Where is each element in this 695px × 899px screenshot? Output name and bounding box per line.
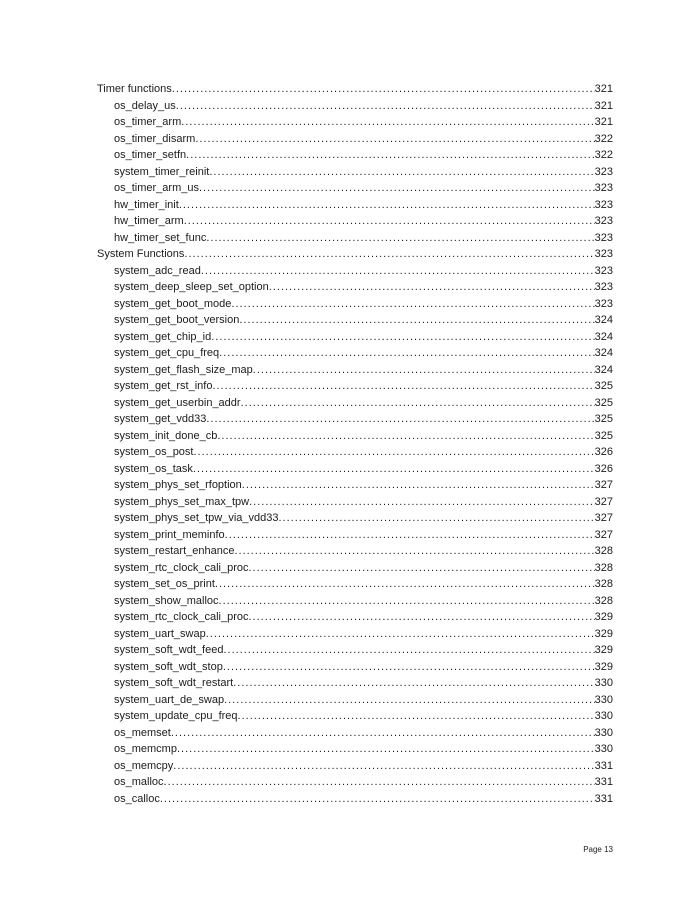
toc-entry[interactable] [97,411,613,428]
toc-leader-dots [238,708,595,725]
toc-leader-dots [219,345,594,362]
toc-entry-page: 330 [594,710,613,722]
toc-entry-label: system_soft_wdt_restart [114,677,234,689]
toc-entry-page: 324 [594,330,613,343]
toc-entry-page: 330 [594,743,613,755]
toc-entry-label: os_delay_us [114,99,176,112]
toc-entry-page: 325 [594,396,613,409]
toc-entry[interactable] [97,477,613,494]
toc-entry[interactable] [97,296,613,313]
toc-leader-dots [242,477,595,494]
toc-entry[interactable] [97,246,613,263]
toc-entry-label: system_get_rst_info [114,380,213,392]
toc-entry[interactable] [97,659,613,676]
toc-leader-dots [278,510,594,527]
toc-entry[interactable] [97,725,613,742]
toc-entry-page: 321 [594,83,613,95]
toc-entry[interactable] [97,114,613,131]
toc-entry-page: 321 [594,116,613,128]
toc-leader-dots [160,791,595,808]
toc-entry[interactable] [97,527,613,544]
toc-entry-label: system_rtc_clock_cali_proc [114,611,249,623]
toc-leader-dots [206,411,594,428]
toc-entry-label: system_update_cpu_freq [114,710,238,722]
toc-entry[interactable] [97,345,613,362]
toc-entry-label: system_deep_sleep_set_option [114,281,269,293]
toc-entry[interactable] [97,708,613,725]
toc-entry-page: 325 [594,429,613,442]
toc-entry[interactable] [97,98,613,115]
toc-entry-label: os_timer_disarm [114,132,196,145]
toc-entry-page: 329 [594,627,613,640]
toc-leader-dots [201,263,595,280]
toc-entry[interactable] [97,164,613,181]
toc-entry-label: system_phys_set_max_tpw [114,495,250,508]
toc-entry-label: os_calloc [114,792,160,805]
toc-entry[interactable] [97,758,613,775]
toc-leader-dots [241,395,595,412]
toc-entry-page: 323 [594,264,613,277]
toc-entry-label: system_uart_swap [114,627,206,640]
toc-entry-label: hw_timer_arm [114,215,184,227]
toc-entry[interactable] [97,642,613,659]
toc-leader-dots [269,279,595,296]
toc-entry[interactable] [97,378,613,395]
toc-entry-label: system_get_vdd33 [114,413,207,425]
toc-entry-label: system_init_done_cb [114,429,218,442]
toc-entry-label: system_get_userbin_addr [114,396,241,409]
toc-entry[interactable] [97,197,613,214]
toc-entry-page: 321 [594,99,613,112]
toc-entry[interactable] [97,147,613,164]
toc-entry[interactable] [97,494,613,511]
toc-entry-page: 329 [594,644,613,656]
toc-entry[interactable] [97,230,613,247]
toc-entry-label: system_get_flash_size_map [114,363,253,376]
toc-entry[interactable] [97,741,613,758]
toc-entry[interactable] [97,576,613,593]
toc-entry-page: 325 [594,413,613,425]
toc-entry-label: system_get_boot_version [114,314,240,326]
toc-leader-dots [184,246,594,263]
toc-entry-page: 323 [594,231,613,244]
table-of-contents [97,81,613,807]
toc-entry-label: system_uart_de_swap [114,693,225,706]
toc-entry-page: 326 [594,462,613,475]
toc-entry-label: system_show_malloc [114,594,219,607]
toc-entry[interactable] [97,81,613,98]
toc-entry[interactable] [97,774,613,791]
toc-entry-label: Timer functions [97,83,172,95]
toc-entry-label: system_set_os_print [114,578,215,590]
toc-entry-page: 323 [594,297,613,310]
toc-entry-label: os_memcmp [114,743,177,755]
toc-entry-page: 323 [594,215,613,227]
toc-entry-page: 324 [594,314,613,326]
toc-entry-page: 325 [594,380,613,392]
toc-leader-dots [211,329,594,346]
toc-entry-label: system_get_cpu_freq [114,347,220,359]
toc-entry[interactable] [97,395,613,412]
toc-entry-page: 329 [594,660,613,673]
toc-entry-page: 322 [594,132,613,145]
toc-entry-page: 330 [594,677,613,689]
toc-entry-page: 331 [594,792,613,805]
toc-leader-dots [206,230,594,247]
toc-entry-page: 327 [594,495,613,508]
toc-entry-label: os_memset [114,726,171,739]
toc-entry-label: system_adc_read [114,264,201,277]
toc-entry-label: system_print_meminfo [114,528,225,541]
toc-entry[interactable] [97,626,613,643]
toc-entry-page: 330 [594,726,613,739]
toc-leader-dots [209,164,594,181]
toc-entry[interactable] [97,312,613,329]
toc-entry-label: System Functions [97,248,185,260]
toc-entry-page: 323 [594,165,613,178]
toc-entry[interactable] [97,791,613,808]
toc-entry[interactable] [97,675,613,692]
toc-entry[interactable] [97,593,613,610]
toc-entry-label: hw_timer_init [114,198,179,211]
toc-entry-page: 322 [594,149,613,161]
toc-entry-label: system_get_chip_id [114,330,212,343]
toc-entry-page: 327 [594,512,613,524]
toc-leader-dots [223,659,595,676]
toc-entry-page: 328 [594,561,613,574]
toc-entry[interactable] [97,543,613,560]
toc-entry-label: system_timer_reinit [114,165,210,178]
toc-entry-label: system_os_post [114,446,194,458]
toc-entry-page: 331 [594,759,613,772]
toc-entry[interactable] [97,131,613,148]
toc-entry-page: 323 [594,248,613,260]
toc-entry-page: 326 [594,446,613,458]
toc-leader-dots [193,461,595,478]
toc-leader-dots [212,378,594,395]
toc-entry-label: system_phys_set_rfoption [114,479,242,491]
toc-entry-page: 324 [594,347,613,359]
toc-leader-dots [249,609,595,626]
toc-leader-dots [219,593,595,610]
toc-entry[interactable] [97,428,613,445]
toc-entry-page: 330 [594,693,613,706]
toc-leader-dots [249,494,595,511]
toc-entry[interactable] [97,279,613,296]
toc-entry[interactable] [97,180,613,197]
toc-entry-label: system_soft_wdt_feed [114,644,224,656]
toc-entry[interactable] [97,510,613,527]
toc-leader-dots [164,774,595,791]
toc-entry-page: 324 [594,363,613,376]
toc-entry[interactable] [97,263,613,280]
toc-leader-dots [231,296,594,313]
toc-leader-dots [171,725,595,742]
toc-entry-label: os_memcpy [114,759,174,772]
toc-entry-page: 323 [594,182,613,194]
toc-entry-page: 328 [594,578,613,590]
toc-entry[interactable] [97,213,613,230]
toc-entry-label: system_rtc_clock_cali_proc [114,561,249,574]
toc-leader-dots [225,527,595,544]
toc-leader-dots [184,213,595,230]
toc-entry-label: os_timer_arm [114,116,182,128]
toc-entry-page: 329 [594,611,613,623]
toc-entry-label: os_malloc [114,776,164,788]
page-number-label: Page 13 [583,845,613,854]
toc-leader-dots [199,180,595,197]
toc-entry[interactable] [97,444,613,461]
toc-entry[interactable] [97,362,613,379]
toc-leader-dots [253,362,595,379]
toc-leader-dots [217,428,594,445]
toc-entry-label: os_timer_setfn [114,149,187,161]
toc-entry-label: os_timer_arm_us [114,182,199,194]
toc-leader-dots [234,543,594,560]
toc-entry[interactable] [97,560,613,577]
toc-leader-dots [172,81,595,98]
toc-entry[interactable] [97,461,613,478]
toc-leader-dots [181,114,594,131]
page-footer [583,845,613,855]
toc-leader-dots [195,131,594,148]
toc-entry-label: system_phys_set_tpw_via_vdd33 [114,512,279,524]
toc-leader-dots [206,626,595,643]
toc-entry-label: system_os_task [114,462,193,475]
toc-leader-dots [223,642,594,659]
toc-leader-dots [179,197,595,214]
toc-entry-page: 327 [594,479,613,491]
toc-leader-dots [177,741,595,758]
toc-leader-dots [249,560,595,577]
toc-leader-dots [224,692,595,709]
toc-leader-dots [186,147,594,164]
toc-entry[interactable] [97,609,613,626]
toc-leader-dots [193,444,594,461]
toc-entry-page: 323 [594,198,613,211]
toc-entry-page: 331 [594,776,613,788]
toc-leader-dots [173,758,594,775]
toc-entry-page: 328 [594,594,613,607]
toc-entry-page: 323 [594,281,613,293]
toc-entry-page: 328 [594,545,613,557]
toc-leader-dots [233,675,594,692]
toc-leader-dots [215,576,595,593]
toc-entry[interactable] [97,329,613,346]
toc-entry[interactable] [97,692,613,709]
toc-leader-dots [176,98,595,115]
toc-entry-label: hw_timer_set_func [114,231,207,244]
toc-leader-dots [239,312,594,329]
toc-entry-label: system_soft_wdt_stop [114,660,223,673]
toc-entry-page: 327 [594,528,613,541]
toc-entry-label: system_restart_enhance [114,545,235,557]
toc-entry-label: system_get_boot_mode [114,297,232,310]
